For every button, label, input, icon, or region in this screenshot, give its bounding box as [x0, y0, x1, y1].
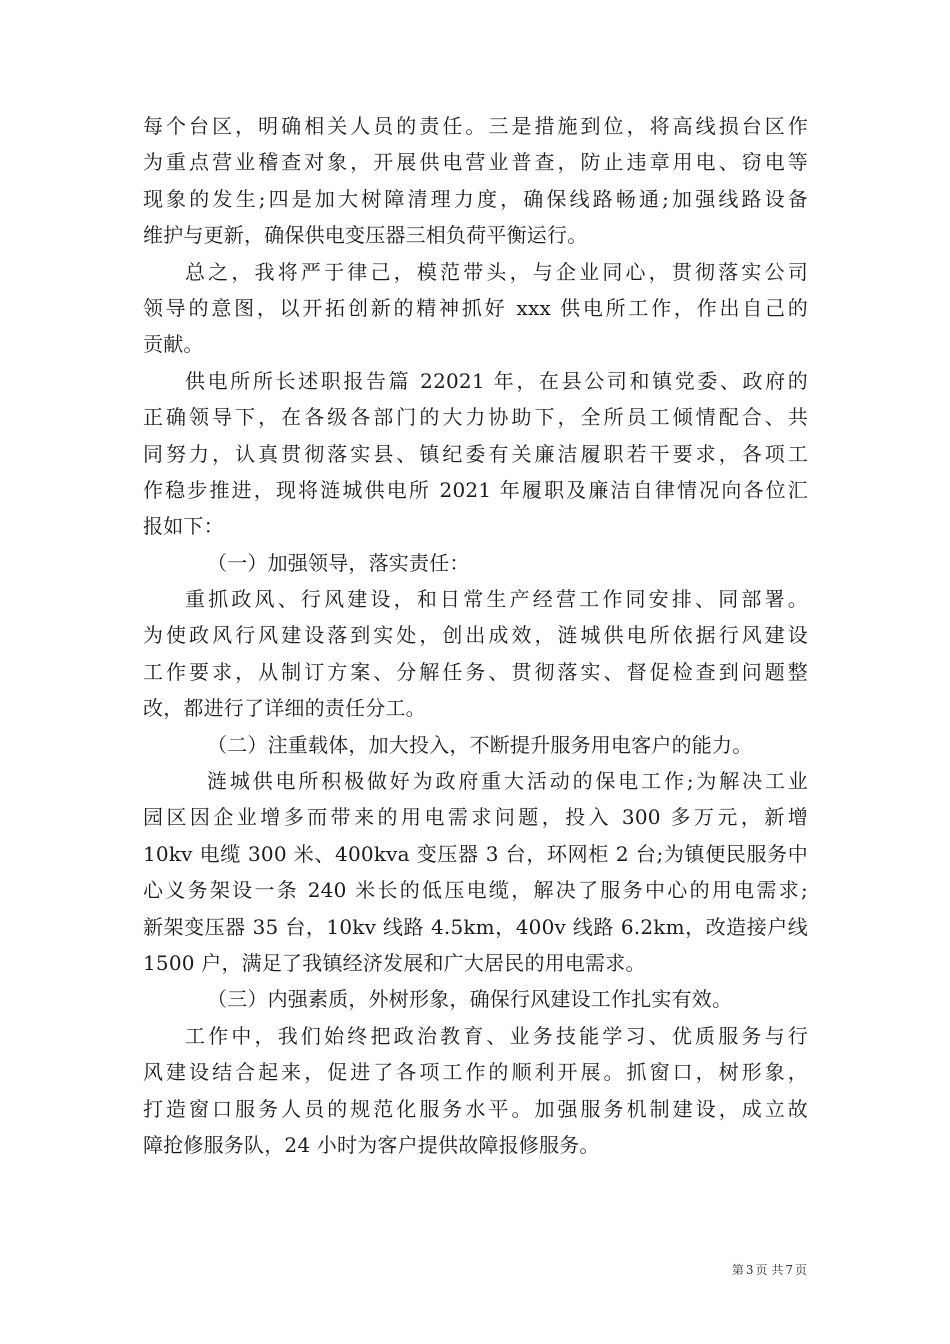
text-line: 贡献。: [143, 332, 204, 357]
text-line: 工作要求，从制订方案、分解任务、贯彻落实、督促检查到问题整: [143, 659, 808, 684]
text-line: 为重点营业稽查对象，开展供电营业普查，防止违章用电、窃电等: [143, 150, 808, 175]
text-line: 涟城供电所积极做好为政府重大活动的保电工作;为解决工业: [207, 769, 808, 794]
text-line: 打造窗口服务人员的规范化服务水平。加强服务机制建设，成立故: [143, 1096, 808, 1121]
text-line: 报如下：: [143, 514, 224, 539]
text-line: 工作中，我们始终把政治教育、业务技能学习、优质服务与行: [185, 1023, 808, 1048]
text-line: 重抓政风、行风建设，和日常生产经营工作同安排、同部署。: [185, 587, 808, 612]
section-heading: （三）内强素质，外树形象，确保行风建设工作扎实有效。: [207, 987, 733, 1012]
text-line: 总之，我将严于律己，模范带头，与企业同心，贯彻落实公司: [185, 259, 808, 284]
text-line: 同努力，认真贯彻落实县、镇纪委有关廉洁履职若干要求，各项工: [143, 441, 808, 466]
footer-middle: 页 共: [755, 1263, 784, 1277]
text-line: 园区因企业增多而带来的用电需求问题，投入 300 多万元，新增: [143, 805, 808, 830]
text-line: 供电所所长述职报告篇 22021 年，在县公司和镇党委、政府的: [185, 368, 808, 393]
text-line: 维护与更新，确保供电变压器三相负荷平衡运行。: [143, 223, 588, 248]
text-line: 改，都进行了详细的责任分工。: [143, 696, 426, 721]
text-line: 心义务架设一条 240 米长的低压电缆，解决了服务中心的用电需求;: [143, 878, 808, 903]
text-line: 作稳步推进，现将涟城供电所 2021 年履职及廉洁自律情况向各位汇: [143, 477, 808, 502]
text-line: 正确领导下，在各级各部门的大力协助下，全所员工倾情配合、共: [143, 405, 808, 430]
text-line: 为使政风行风建设落到实处，创出成效，涟城供电所依据行风建设: [143, 623, 808, 648]
text-line: 新架变压器 35 台，10kv 线路 4.5km，400v 线路 6.2km，改造接户线: [143, 914, 808, 939]
text-line: 现象的发生;四是加大树障清理力度，确保线路畅通;加强线路设备: [143, 186, 808, 211]
text-line: 领导的意图，以开拓创新的精神抓好 xxx 供电所工作，作出自己的: [143, 295, 808, 320]
footer-prefix: 第: [731, 1263, 744, 1277]
text-line: 障抢修服务队，24 小时为客户提供故障报修服务。: [143, 1132, 600, 1157]
footer-suffix: 页: [794, 1263, 807, 1277]
text-line: 每个台区，明确相关人员的责任。三是措施到位，将高线损台区作: [143, 114, 808, 138]
total-pages: 7: [785, 1263, 793, 1277]
text-line: 风建设结合起来，促进了各项工作的顺利开展。抓窗口，树形象，: [143, 1060, 808, 1085]
section-heading: （二）注重载体，加大投入，不断提升服务用电客户的能力。: [207, 732, 753, 757]
text-line: 10kv 电缆 300 米、400kva 变压器 3 台，环网柜 2 台;为镇便民服务中: [143, 841, 808, 866]
section-heading: （一）加强领导，落实责任：: [207, 550, 470, 575]
body-text: [143, 108, 808, 1163]
page-number: 3: [745, 1263, 754, 1277]
page-footer: [0, 1262, 808, 1278]
text-line: 1500 户，满足了我镇经济发展和广大居民的用电需求。: [143, 950, 646, 975]
